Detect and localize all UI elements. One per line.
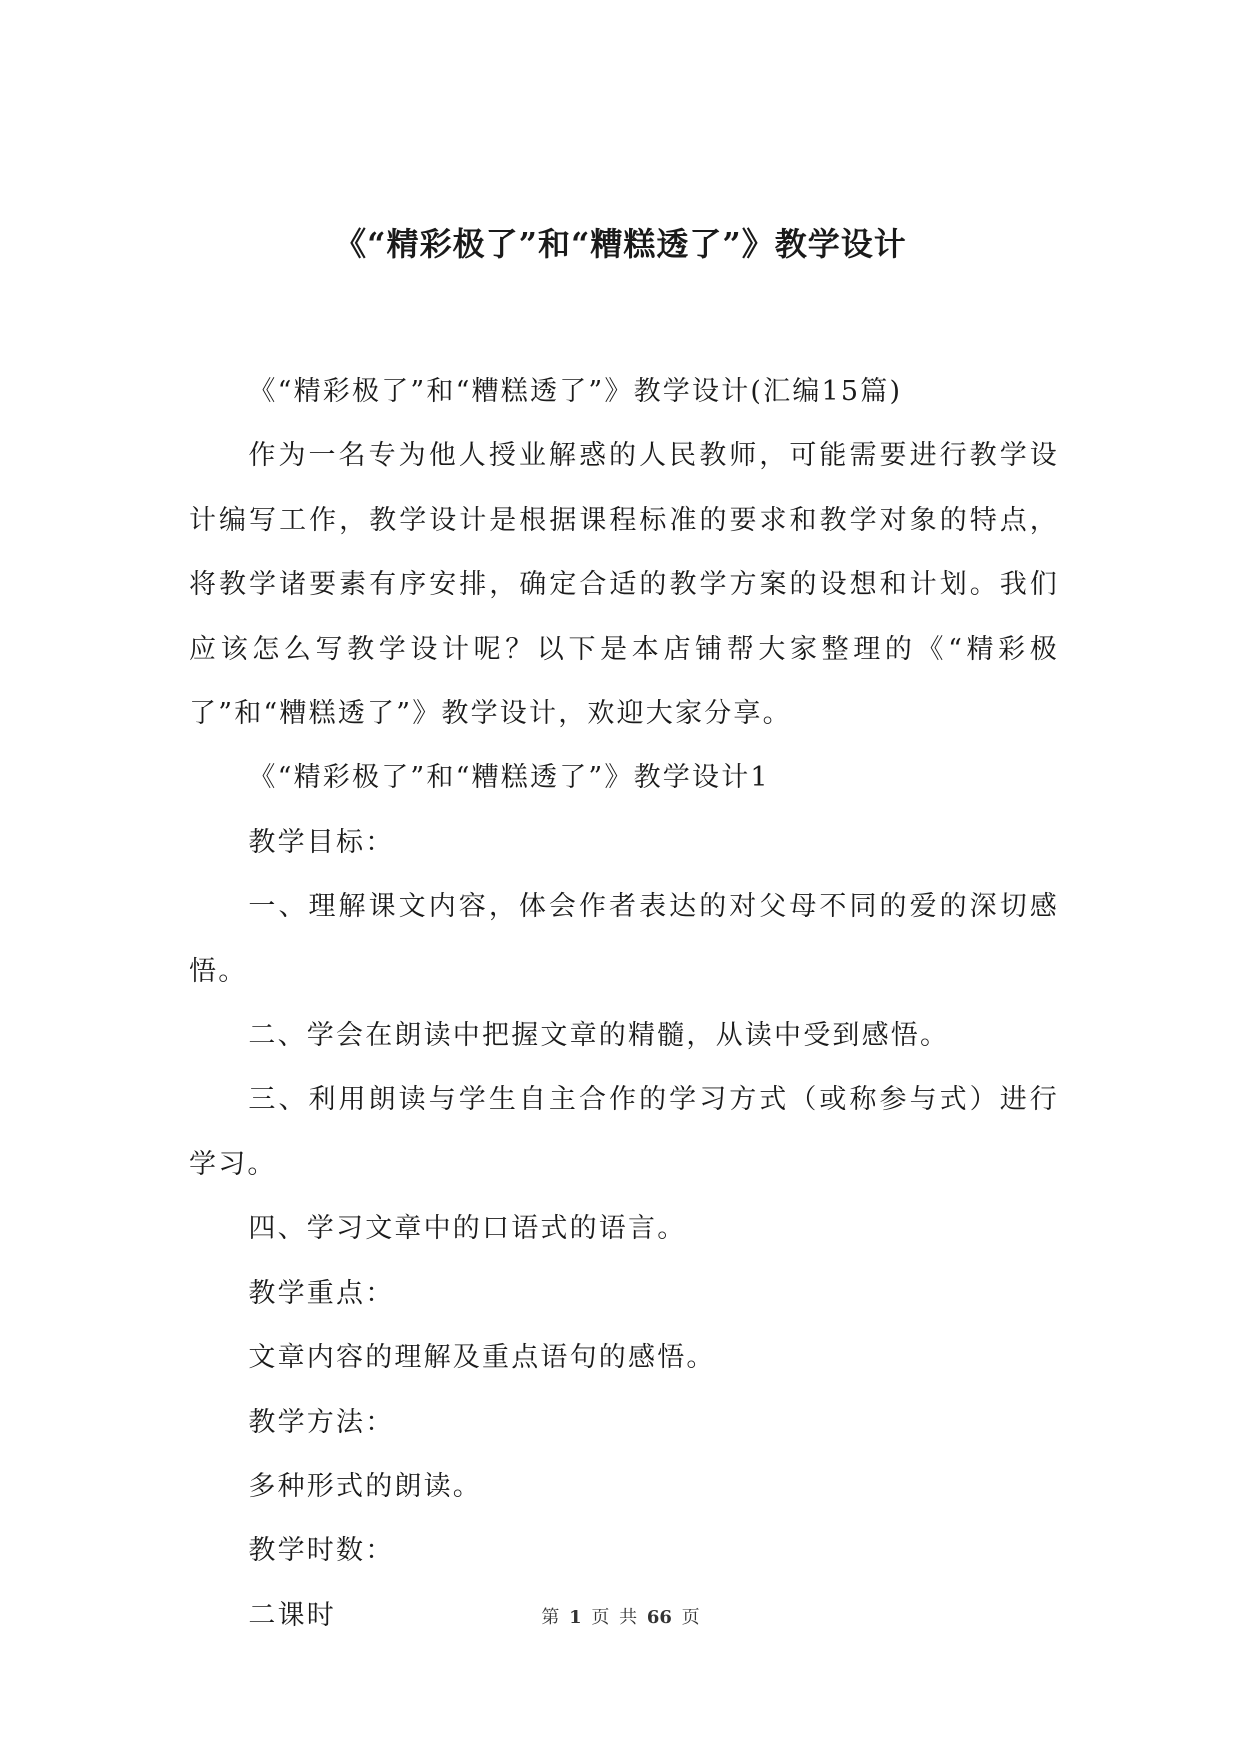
document-title: 《“精彩极了”和“糟糕透了”》教学设计: [334, 225, 907, 263]
paragraph-hours-label: 教学时数：: [248, 1535, 395, 1567]
paragraph-goal-4: 四、学习文章中的口语式的语言。: [248, 1213, 687, 1245]
page-footer: [0, 1606, 1241, 1630]
document-body: [189, 360, 1059, 1648]
paragraph-method-label: 教学方法：: [248, 1406, 395, 1438]
paragraph-focus-text: 文章内容的理解及重点语句的感悟。: [248, 1342, 716, 1374]
paragraph-method-text: 多种形式的朗读。: [248, 1470, 482, 1502]
footer-total-pages: 66: [646, 1607, 672, 1628]
footer-middle: 页 共: [591, 1607, 638, 1628]
paragraph-goal-2: 二、学会在朗读中把握文章的精髓，从读中受到感悟。: [248, 1020, 950, 1052]
footer-prefix: 第: [541, 1607, 560, 1628]
paragraph-goals-label: 教学目标：: [248, 826, 395, 858]
paragraph-goal-3: 三、利用朗读与学生自主合作的学习方式（或称参与式）进行学习。: [189, 1084, 1059, 1180]
paragraph-intro: 作为一名专为他人授业解惑的人民教师，可能需要进行教学设计编写工作，教学设计是根据课程标准的要求和教学对象的特点，将教学诸要素有序安排，确定合适的教学方案的设想和计划。我们应该怎么写教学设计呢？以下是本店铺帮大家整理的《“精彩极了”和“糟糕透了”》教学设计，欢迎大家分享。: [189, 440, 1059, 730]
footer-page-number: 1: [569, 1607, 582, 1628]
paragraph-section-heading: 《“精彩极了”和“糟糕透了”》教学设计1: [248, 762, 770, 794]
paragraph-focus-label: 教学重点：: [248, 1277, 395, 1309]
paragraph-goal-1: 一、理解课文内容，体会作者表达的对父母不同的爱的深切感悟。: [189, 891, 1059, 987]
footer-suffix: 页: [681, 1607, 700, 1628]
paragraph-subtitle: 《“精彩极了”和“糟糕透了”》教学设计(汇编15篇): [248, 376, 903, 407]
paragraph-hours-text: 二课时: [248, 1599, 336, 1631]
